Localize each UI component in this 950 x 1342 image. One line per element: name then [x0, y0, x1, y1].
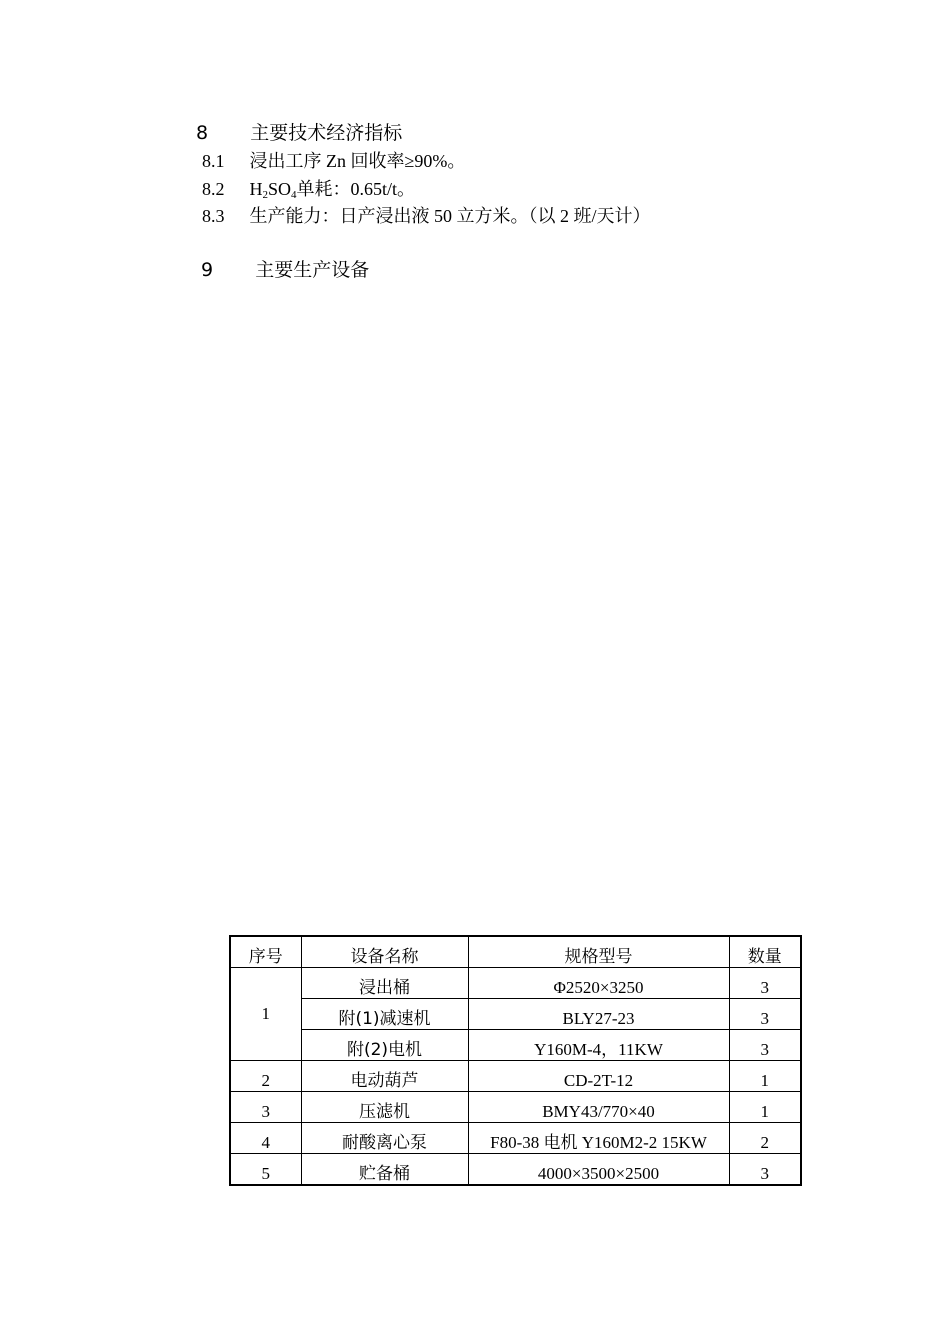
table-row	[230, 1123, 801, 1154]
cell-qty: 1	[729, 1092, 801, 1123]
item-8-3-number: 8.3	[202, 206, 225, 226]
table-header-row	[230, 936, 801, 968]
section-9-number: 9	[201, 259, 214, 281]
cell-name: 耐酸离心泵	[301, 1123, 468, 1154]
cell-name: 附(2)电机	[301, 1030, 468, 1061]
cell-qty: 2	[729, 1123, 801, 1154]
cell-qty: 3	[729, 1030, 801, 1061]
item-8-1-text: 浸出工序 Zn 回收率≥90%。	[249, 151, 466, 171]
cell-spec: Y160M-4，11KW	[468, 1030, 729, 1061]
cell-qty: 3	[729, 999, 801, 1030]
section-9-title: 主要生产设备	[255, 259, 370, 281]
cell-qty: 3	[729, 1154, 801, 1186]
cell-name: 浸出桶	[301, 968, 468, 999]
item-8-2-formula: $H_2SO_4$	[249, 179, 297, 201]
table-row	[230, 999, 801, 1030]
item-8-2	[202, 175, 415, 201]
cell-no: 2	[230, 1061, 301, 1092]
item-8-3	[202, 202, 651, 228]
cell-name: 电动葫芦	[301, 1061, 468, 1092]
cell-spec: 4000×3500×2500	[468, 1154, 729, 1186]
equipment-table	[229, 935, 802, 1186]
section-8-number: 8	[196, 122, 209, 144]
cell-spec: CD-2T-12	[468, 1061, 729, 1092]
section-8-heading	[196, 118, 402, 145]
cell-name: 贮备桶	[301, 1154, 468, 1186]
cell-name: 附(1)减速机	[301, 999, 468, 1030]
table-row	[230, 1092, 801, 1123]
cell-qty: 3	[729, 968, 801, 999]
table-row	[230, 1061, 801, 1092]
cell-spec: BLY27-23	[468, 999, 729, 1030]
item-8-3-text: 生产能力：日产浸出液 50 立方米。（以 2 班/天计）	[249, 206, 651, 226]
header-name: 设备名称	[301, 936, 468, 968]
header-qty: 数量	[729, 936, 801, 968]
cell-spec: Φ2520×3250	[468, 968, 729, 999]
cell-spec: BMY43/770×40	[468, 1092, 729, 1123]
item-8-1	[202, 147, 465, 173]
cell-no: 3	[230, 1092, 301, 1123]
table-row	[230, 1154, 801, 1186]
header-no: 序号	[230, 936, 301, 968]
item-8-2-text: 单耗：0.65t/t。	[296, 179, 416, 199]
section-9-heading	[201, 255, 369, 282]
cell-no: 5	[230, 1154, 301, 1186]
cell-qty: 1	[729, 1061, 801, 1092]
table-row	[230, 1030, 801, 1061]
table-row	[230, 968, 801, 999]
cell-no: 4	[230, 1123, 301, 1154]
cell-no: 1	[230, 968, 301, 1061]
header-spec: 规格型号	[468, 936, 729, 968]
item-8-1-number: 8.1	[202, 151, 225, 171]
item-8-2-number: 8.2	[202, 179, 225, 199]
cell-spec: F80-38 电机 Y160M2-2 15KW	[468, 1123, 729, 1154]
cell-name: 压滤机	[301, 1092, 468, 1123]
section-8-title: 主要技术经济指标	[250, 122, 403, 144]
